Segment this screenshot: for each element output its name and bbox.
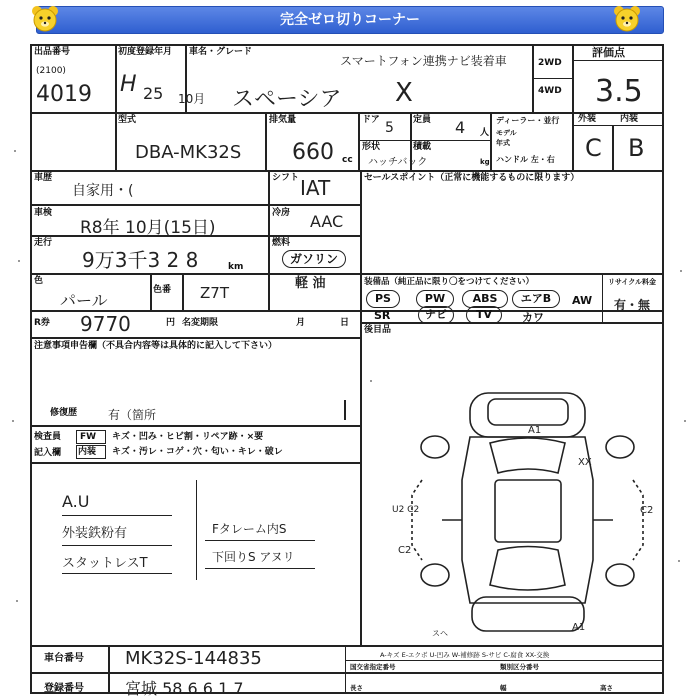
- inspection-label: 車検: [34, 208, 53, 218]
- damage-mark-a1-top: A1: [528, 425, 542, 436]
- shape-label: 形状: [362, 142, 381, 152]
- model-name: スペーシア: [232, 87, 342, 112]
- inspector-note-5: 下回りS アヌリ: [212, 550, 295, 564]
- model-grade: X: [395, 78, 413, 108]
- capacity-value: 4: [455, 118, 466, 137]
- name-change-label: 名変期限: [182, 318, 219, 328]
- repair-value: 有（箇所: [108, 408, 157, 422]
- shape-value: ハッチバック: [368, 157, 428, 168]
- color-code-label: 色番: [153, 285, 172, 295]
- registration-era: H: [120, 72, 137, 97]
- inspector-note-3: スタットレスT: [62, 556, 148, 571]
- lot-code: (2100): [36, 66, 66, 76]
- registration-year: 25: [143, 84, 164, 103]
- damage-mark-xx: XX: [578, 457, 592, 468]
- color-value: パール: [60, 291, 108, 310]
- shift-value: IAT: [300, 176, 331, 200]
- equipment-label: 装備品（純正品に限り〇をつけてください）: [364, 277, 535, 287]
- damage-legend: A-キズ E-エクボ U-凹み W-補修跡 S-サビ C-腐食 XX-交換: [380, 651, 550, 659]
- chassis-type-label: 型式: [118, 115, 137, 125]
- fuel-other: 軽 油: [295, 276, 326, 291]
- handle-label: ハンドル 左・右: [496, 155, 555, 164]
- recycle-fee-options: 有・無: [614, 298, 651, 312]
- bottom-label-4: 幅: [500, 684, 507, 692]
- displacement-label: 排気量: [269, 115, 297, 125]
- header-title: 完全ゼロ切りコーナー: [280, 12, 420, 28]
- mileage-value: 9万3千3 2 8: [82, 248, 199, 272]
- repair-label: 修復歴: [50, 408, 78, 418]
- damage-mark-c2-right: C2: [640, 505, 654, 516]
- equip-leather: カワ: [522, 311, 544, 324]
- recycle-label: R券: [34, 318, 50, 328]
- inspector-note-1: A.U: [62, 492, 90, 511]
- registration-month: 10月: [178, 92, 206, 106]
- lot-number: 4019: [36, 82, 92, 107]
- fuel-gasoline: ガソリン: [282, 250, 346, 268]
- equip-tv: TV: [466, 306, 502, 324]
- interior-label: 内装: [620, 114, 639, 124]
- chassis-number-value: MK32S-144835: [125, 648, 262, 669]
- bear-mascot-icon: [612, 4, 642, 34]
- capacity-label: 定員: [413, 115, 432, 125]
- bear-mascot-icon: [30, 4, 60, 34]
- recycle-unit: 円: [166, 318, 176, 328]
- registration-label: 初度登録年月: [118, 47, 173, 57]
- mileage-unit: km: [228, 262, 244, 272]
- chassis-type-value: DBA-MK32S: [135, 142, 242, 163]
- ac-label: 冷房: [272, 208, 291, 218]
- dealer-year-label: 年式: [496, 139, 510, 147]
- ac-value: AAC: [310, 212, 344, 231]
- equip-airbag: エアB: [512, 290, 560, 308]
- interior-grade: B: [628, 134, 645, 162]
- color-label: 色: [34, 276, 44, 286]
- header-bar: [36, 6, 664, 34]
- inspector-fw: FW: [80, 432, 97, 442]
- displacement-value: 660: [292, 140, 334, 165]
- damage-mark-c2-left: C2: [398, 545, 412, 556]
- load-unit: kg: [480, 158, 490, 166]
- dealer-label: ディーラー・並行: [496, 116, 560, 125]
- equip-abs: ABS: [462, 290, 508, 308]
- displacement-unit: cc: [342, 155, 353, 165]
- car-diagram: [400, 385, 665, 640]
- damage-mark-u2c2: U2 C2: [392, 505, 420, 515]
- exterior-label: 外装: [578, 114, 597, 124]
- fuel-label: 燃料: [272, 238, 291, 248]
- bottom-label-3: 長さ: [350, 684, 363, 692]
- equip-navi: ナビ: [418, 306, 454, 324]
- rear-seat-label: 後目品: [364, 325, 392, 335]
- color-code: Z7T: [200, 284, 229, 302]
- inspector-sub: 記入欄: [34, 448, 62, 458]
- usage-value: 自家用・(: [72, 183, 134, 199]
- score-label: 評価点: [592, 46, 625, 59]
- drive-4wd: 4WD: [538, 86, 562, 96]
- mileage-label: 走行: [34, 238, 53, 248]
- score-value: 3.5: [595, 74, 643, 109]
- registration-number-label: 登録番号: [44, 683, 84, 694]
- damage-mark-sp: スヘ: [432, 629, 448, 638]
- lot-label: 出品番号: [34, 47, 71, 57]
- equip-sr: SR: [374, 309, 391, 322]
- doors-value: 5: [385, 120, 394, 136]
- inspector-interior: 内装: [78, 447, 97, 457]
- model-note: スマートフォン連携ナビ装着車: [340, 54, 507, 68]
- bottom-label-2: 類別区分番号: [500, 663, 539, 671]
- recycle-value: 9770: [80, 312, 131, 336]
- inspector-note-2: 外装鉄粉有: [62, 526, 128, 541]
- notes-label: 注意事項申告欄（不具合内容等は具体的に記入して下さい）: [34, 341, 278, 351]
- capacity-unit: 人: [480, 128, 490, 138]
- inspector-label: 検査員: [34, 432, 62, 442]
- dealer-model-label: モデル: [496, 129, 517, 137]
- name-change-month: 月: [296, 318, 306, 328]
- equip-ps: PS: [366, 290, 400, 308]
- exterior-grade: C: [585, 134, 602, 162]
- shift-label: シフト: [272, 173, 300, 183]
- inspector-scale1: キズ・凹み・ヒビ割・リペア跡・×要: [112, 432, 264, 442]
- registration-number-value: 宮城 58 6 6 1 7: [125, 679, 244, 698]
- equip-aw: AW: [572, 294, 593, 307]
- bottom-label-5: 高さ: [600, 684, 613, 692]
- chassis-number-label: 車台番号: [44, 653, 84, 664]
- inspector-note-4: Fタレーム内S: [212, 522, 287, 536]
- inspection-value: R8年 10月(15日): [80, 218, 216, 238]
- inspector-scale2: キズ・汚レ・コゲ・穴・匂い・キレ・破レ: [112, 447, 283, 457]
- selling-points-label: セールスポイント（正常に機能するものに限ります）: [364, 173, 580, 183]
- name-change-day: 日: [340, 318, 350, 328]
- equip-pw: PW: [416, 290, 454, 308]
- drive-2wd: 2WD: [538, 58, 562, 68]
- doors-label: ドア: [362, 115, 380, 125]
- bottom-label-1: 国交省指定番号: [350, 663, 396, 671]
- damage-mark-a1-bottom: A1: [572, 622, 586, 633]
- model-name-label: 車名・グレード: [189, 47, 253, 57]
- usage-label: 車歴: [34, 173, 53, 183]
- recycle-fee-label: リサイクル料金: [608, 278, 657, 286]
- load-label: 積載: [413, 142, 432, 152]
